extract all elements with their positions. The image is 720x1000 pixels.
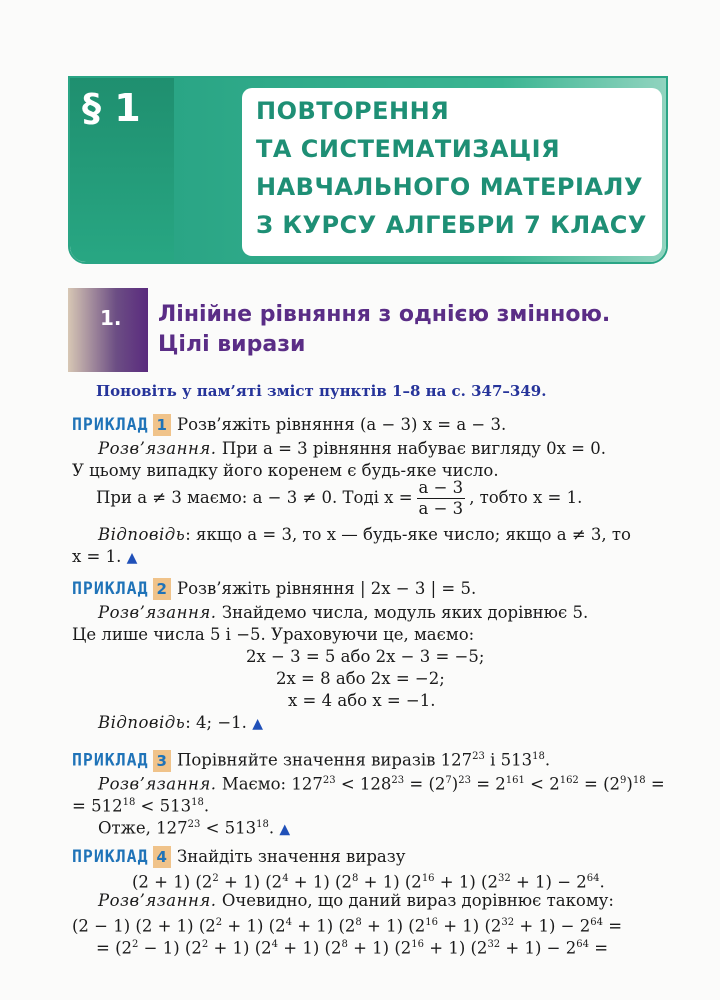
topic-number: 1. [100,306,122,330]
solution-label: Розв’язання. [98,774,217,794]
example-label: ПРИКЛАД [72,579,149,598]
math-line: (2 + 1) $(2^2 + 1) (2^4 + 1) (2^8 + 1) (2^{16} + 1) (2^{32} + 1) - 2^{64}$. [132,872,605,892]
text-line: У цьому випадку його коренем є будь-яке число. [72,461,499,480]
example-label: ПРИКЛАД [72,847,149,866]
example-3-solution: Розв’язання. Маємо: $127^{23} < 128^{23} = (2^7)^{23} = 2^{161} < 2^{162} = (2^9)^{18}$ = [98,774,665,794]
example-4-heading [72,846,405,868]
topic-title-line: Лінійне рівняння з однією змінною. [158,302,611,327]
review-note: Поновіть у пам’яті зміст пунктів 1–8 на с. 347–349. [96,382,547,400]
topic-accent-bar [68,288,148,372]
answer-label: Відповідь [98,713,186,732]
equation-line: x = 4 або x = −1. [288,691,436,710]
end-triangle-icon: ▲ [252,716,263,732]
example-2-solution [98,602,588,624]
example-number: 4 [153,846,171,868]
example-2-answer [98,712,263,735]
answer-text: : 4; −1. [185,713,247,732]
example-task: Порівняйте значення виразів [176,750,436,770]
solution-text: Маємо: [221,774,287,794]
solution-label: Розв’язання. [98,439,217,458]
math-line: = $512^{18} < 513^{18}$. [72,796,210,816]
solution-label: Розв’язання. [98,603,217,622]
math-line: (2 − 1) (2 + 1) $(2^2 + 1) (2^4 + 1) (2^8 + 1) (2^{16} + 1) (2^{32} + 1) - 2^{64}$ = [72,916,623,936]
topic-title-line: Цілі вирази [158,332,306,357]
example-1-answer [98,524,631,546]
example-number: 3 [153,750,171,772]
example-task: Знайдіть значення виразу [176,847,406,866]
section-title-line: ТА СИСТЕМАТИЗАЦІЯ [256,135,561,163]
section-banner [68,76,668,264]
solution-text: Очевидно, що даний вираз дорівнює такому: [221,891,614,910]
solution-label: Розв’язання. [98,891,217,910]
example-task: Розв’яжіть рівняння | 2x − 3 | = 5. [176,579,477,598]
example-1-solution [98,438,606,460]
fraction-denominator: a − 3 [418,499,464,518]
section-number: § 1 [82,86,141,130]
solution-text: Знайдемо числа, модуль яких дорівнює 5. [221,603,589,622]
text-fragment: , тобто x = 1. [469,488,583,507]
section-title-line: ПОВТОРЕННЯ [256,97,450,125]
end-triangle-icon: ▲ [126,550,138,566]
math-line: Отже, $127^{23} < 513^{18}$. ▲ [98,818,291,838]
answer-text: : якщо a = 3, то x — будь-яке число; якщо a ≠ 3, то [185,525,631,544]
power-base: 127 [440,750,473,770]
example-4-solution [98,890,614,912]
equation-line: 2x − 3 = 5 або 2x − 3 = −5; [246,647,485,666]
text-line: Це лише числа 5 і −5. Ураховуючи це, маємо: [72,625,475,644]
math-line: = $(2^2 - 1) (2^2 + 1) (2^4 + 1) (2^8 + 1) (2^{16} + 1) (2^{32} + 1) - 2^{64}$ = [96,938,609,958]
answer-text: x = 1. [72,547,122,566]
fraction [417,478,466,519]
topic-title [158,300,678,360]
section-title-line: З КУРСУ АЛГЕБРИ 7 КЛАСУ [256,211,647,239]
section-title-line: НАВЧАЛЬНОГО МАТЕРІАЛУ [256,173,643,201]
fraction-line [96,478,582,519]
example-2-heading [72,578,476,600]
text-fragment: При a ≠ 3 маємо: a − 3 ≠ 0. Тоді x = [96,488,413,507]
answer-end-line [72,546,137,569]
power-exponent: 18 [532,751,545,762]
answer-label: Відповідь [98,525,186,544]
example-number: 2 [153,578,171,600]
example-label: ПРИКЛАД [72,415,149,434]
solution-text: При a = 3 рівняння набуває вигляду 0x = 0. [221,439,606,458]
example-label: ПРИКЛАД [72,750,149,770]
example-task: Розв’яжіть рівняння (a − 3) x = a − 3. [176,415,507,434]
example-number: 1 [153,414,171,436]
example-3-heading: ПРИКЛАД 3 Порівняйте значення виразів $127^{23}$ і $513^{18}$. [72,750,551,770]
example-1-heading [72,414,506,436]
section-title [256,92,668,244]
end-triangle-icon: ▲ [279,821,291,838]
power-base: 513 [500,750,533,770]
power-exponent: 23 [472,751,485,762]
equation-line: 2x = 8 або 2x = −2; [276,669,445,688]
fraction-numerator: a − 3 [418,478,464,497]
